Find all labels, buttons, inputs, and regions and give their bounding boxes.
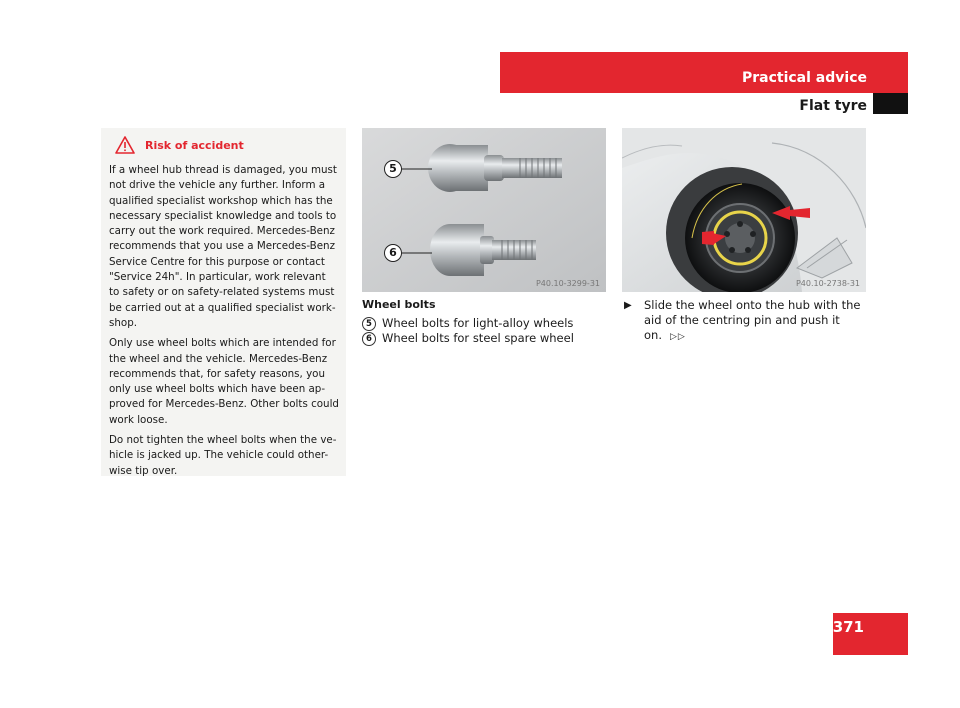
warning-paragraph: Only use wheel bolts which are intended for the wheel and the vehicle. Mercedes-Benz recommends that, for safety reasons, you only use wheel bolts which have been ap-proved for Mercedes-Benz. Other bolts could work loose.: [109, 337, 339, 426]
legend-number: 5: [362, 317, 376, 331]
page-number: 371: [832, 618, 864, 636]
legend-text: Wheel bolts for light-alloy wheels: [382, 316, 574, 330]
callout-6: 6: [384, 244, 402, 262]
warning-triangle-icon: [115, 136, 135, 154]
legend-text: Wheel bolts for steel spare wheel: [382, 331, 574, 345]
figure-legend: [362, 316, 574, 346]
warning-paragraph: Do not tighten the wheel bolts when the ve-hicle is jacked up. The vehicle could other-wise tip over.: [109, 434, 337, 477]
warning-box: [101, 128, 346, 476]
subsection-title: Flat tyre: [799, 98, 867, 114]
step-text: Slide the wheel onto the hub with the aid of the centring pin and push it on.: [644, 298, 861, 342]
figure-code: P40.10-3299-31: [535, 279, 600, 288]
wheel-bolts-illustration: [362, 128, 606, 292]
legend-item: [362, 316, 574, 331]
figure-code: P40.10-2738-31: [795, 279, 860, 288]
warning-title: Risk of accident: [145, 138, 244, 152]
warning-header: [115, 136, 244, 154]
warning-paragraph: If a wheel hub thread is damaged, you must not drive the vehicle any further. Inform a qualified specialist workshop which has the necessary specialist knowledge and tools to carry out the work required. Mercedes-Benz recommends that you use a Mercedes-Benz Service Centre for this purpose or contact "Service 24h". In particular, work relevant to safety or on safety-related systems must be carried out at a qualified specialist work-shop.: [109, 164, 337, 329]
legend-number: 6: [362, 332, 376, 346]
wheel-mounting-illustration: [622, 128, 866, 292]
wheel-bolts-figure: [362, 128, 606, 292]
figure-caption: Wheel bolts: [362, 298, 436, 311]
wheel-mounting-figure: [622, 128, 866, 292]
instruction-step: [622, 298, 872, 345]
header-black-tab: [873, 93, 908, 114]
callout-5: 5: [384, 160, 402, 178]
legend-item: [362, 331, 574, 346]
step-bullet-icon: ▶: [624, 300, 632, 311]
section-title: Practical advice: [741, 70, 867, 86]
warning-body: [109, 163, 339, 484]
continue-marker-icon: ▷▷: [669, 332, 686, 342]
